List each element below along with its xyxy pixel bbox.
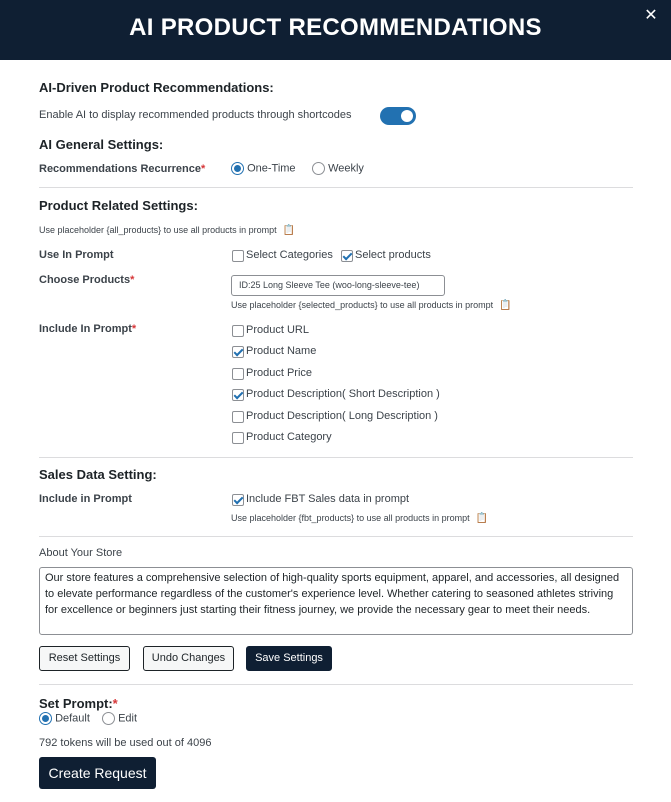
enable-ai-toggle[interactable] [380,107,416,125]
hint-text: Use placeholder {fbt_products} to use all products in prompt [231,513,470,523]
copy-icon[interactable]: 📋 [282,225,296,236]
required-marker: * [112,696,118,711]
ai-driven-heading: AI-Driven Product Recommendations: [39,80,274,95]
divider [39,457,633,458]
include-item-label: Product Description( Long Description ) [246,410,438,422]
include-in-prompt-label [39,323,136,335]
option-label: Edit [118,712,138,725]
select-products-label: Select products [355,249,431,261]
radio-icon[interactable] [102,712,115,725]
include-product-url-checkbox[interactable] [232,325,244,337]
include-product-name-checkbox[interactable] [232,346,244,358]
label-text: Choose Products [39,274,131,286]
option-label: One-Time [247,162,296,175]
tokens-info: 792 tokens will be used out of 4096 [39,737,212,749]
choose-products-label [39,274,134,286]
include-item-label: Product URL [246,324,309,336]
hint-text: Use placeholder {selected_products} to use all products in prompt [231,300,494,310]
hint-text: Use placeholder {all_products} to use all products in prompt [39,225,277,235]
about-store-label: About Your Store [39,547,123,559]
toggle-knob [401,110,413,122]
product-settings-heading: Product Related Settings: [39,198,198,213]
option-label: Weekly [328,162,364,175]
general-settings-heading: AI General Settings: [39,137,164,152]
modal-header [0,0,671,60]
include-fbt-checkbox[interactable] [232,494,244,506]
undo-changes-button[interactable]: Undo Changes [143,646,234,671]
select-categories-label: Select Categories [246,249,333,261]
close-icon[interactable]: ✕ [644,7,658,24]
radio-icon[interactable] [231,162,244,175]
include-item-label: Product Name [246,345,317,357]
option-label: Default [55,712,90,725]
copy-icon[interactable]: 📋 [499,300,512,311]
prompt-edit-option[interactable] [102,712,137,725]
required-marker: * [131,323,137,335]
recurrence-label-text: Recommendations Recurrence [39,163,201,175]
recurrence-one-time[interactable] [231,162,296,175]
sales-data-heading: Sales Data Setting: [39,467,157,482]
select-products-checkbox[interactable] [341,250,353,262]
divider [39,684,633,685]
reset-settings-button[interactable]: Reset Settings [39,646,130,671]
include-fbt-label: Include FBT Sales data in prompt [246,493,410,505]
create-request-button[interactable]: Create Request [39,757,156,789]
use-in-prompt-label: Use In Prompt [39,249,114,261]
set-prompt-label [39,696,118,711]
about-store-textarea[interactable] [39,567,633,635]
choose-products-select[interactable]: ID:25 Long Sleeve Tee (woo-long-sleeve-tee) [231,275,445,296]
radio-icon[interactable] [39,712,52,725]
prompt-default-option[interactable] [39,712,90,725]
include-long-description-checkbox[interactable] [232,411,244,423]
include-item-label: Product Price [246,367,313,379]
sales-include-label: Include in Prompt [39,493,132,505]
modal-title: AI PRODUCT RECOMMENDATIONS [129,14,542,41]
divider [39,536,633,537]
copy-icon[interactable]: 📋 [475,513,489,524]
save-settings-button[interactable]: Save Settings [246,646,332,671]
select-categories-checkbox[interactable] [232,250,244,262]
required-marker: * [201,163,206,175]
enable-ai-label: Enable AI to display recommended products through shortcodes [39,109,352,121]
label-text: Set Prompt: [39,696,113,711]
required-marker: * [130,274,135,286]
include-product-price-checkbox[interactable] [232,368,244,380]
fbt-hint [231,513,488,524]
include-item-label: Product Category [246,431,332,443]
include-short-description-checkbox[interactable] [232,389,244,401]
label-text: Include In Prompt [39,323,132,335]
divider [39,187,633,188]
selected-products-hint [231,300,512,311]
radio-icon[interactable] [312,162,325,175]
include-product-category-checkbox[interactable] [232,432,244,444]
include-item-label: Product Description( Short Description ) [246,388,440,400]
recurrence-weekly[interactable] [312,162,364,175]
recurrence-label [39,163,205,175]
all-products-hint [39,225,295,236]
